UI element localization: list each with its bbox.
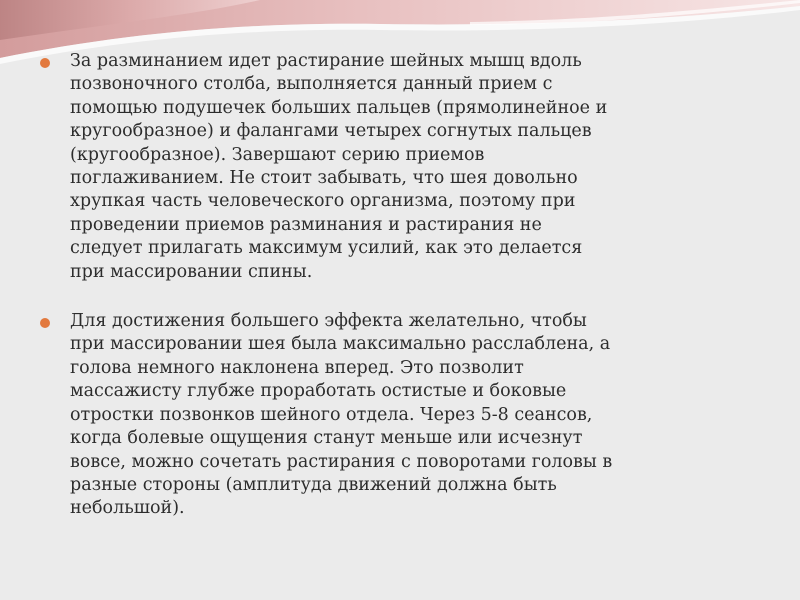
bullet-item <box>40 310 740 521</box>
bullet-item <box>40 50 740 284</box>
bullet-text: За разминанием идет растирание шейных мышц вдоль позвоночного столба, выполняется данный прием с помощью подушечек больших пальцев (прямолинейное и кругообразное) и фалангами четырех согнутых пальцев (кругообразное). Завершают серию приемов поглаживанием. Не стоит забывать, что шея довольно хрупкая часть человеческого организма, поэтому при проведении приемов разминания и растирания не следует прилагать максимум усилий, как это делается при массировании спины. <box>70 51 608 282</box>
bullet-dot <box>40 58 50 68</box>
bullet-text: Для достижения большего эффекта желательно, чтобы при массировании шея была максимально расслаблена, а голова немного наклонена вперед. Это позволит массажисту глубже проработать остистые и боковые отростки позвонков шейного отдела. Через 5-8 сеансов, когда болевые ощущения станут меньше или исчезнут вовсе, можно сочетать растирания с поворотами головы в разные стороны (амплитуда движений должна быть небольшой). <box>70 311 613 519</box>
bullet-dot <box>40 318 50 328</box>
slide-content <box>40 50 740 547</box>
